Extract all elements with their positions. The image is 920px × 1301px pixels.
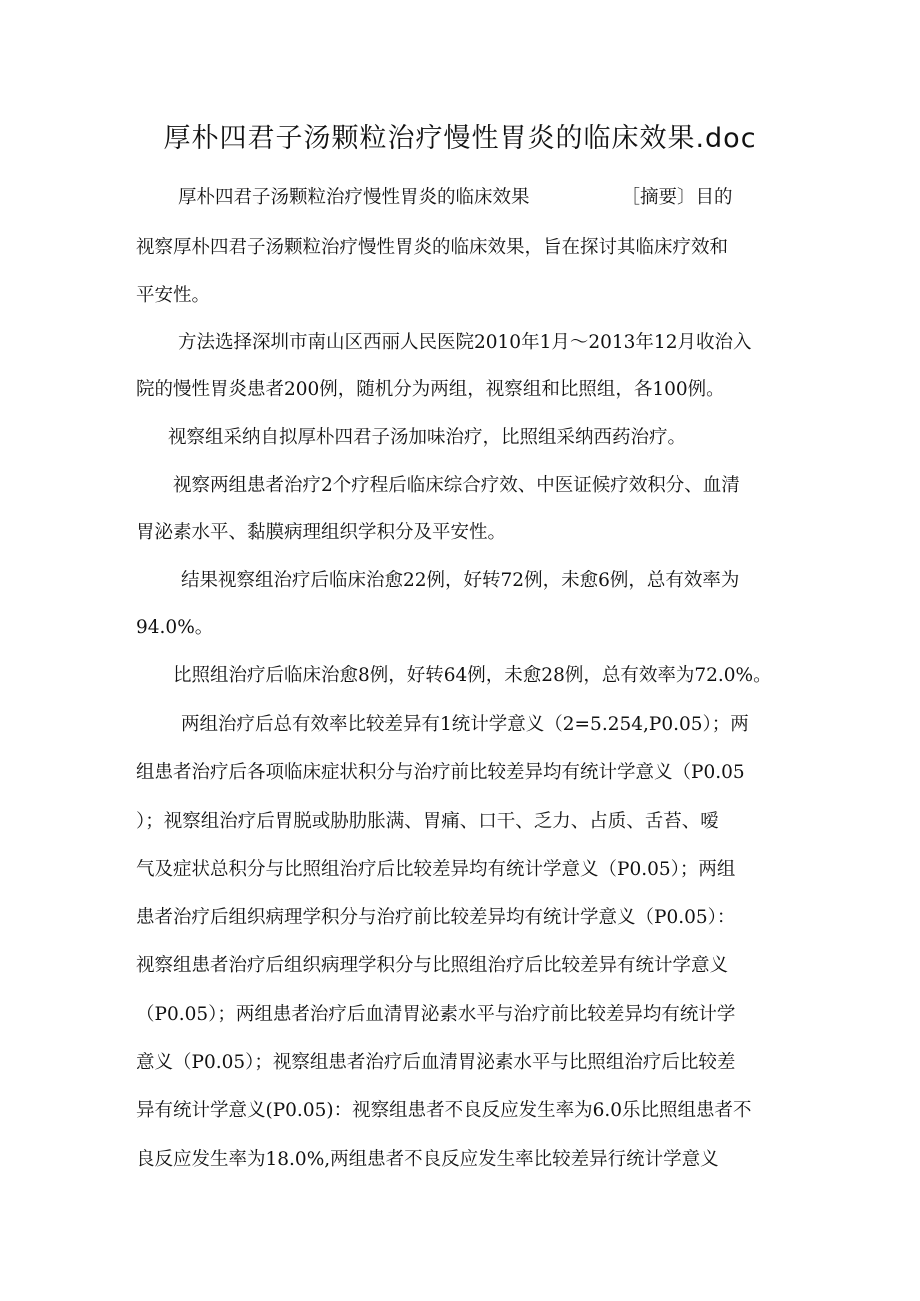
paragraph-line: 比照组治疗后临床治愈8例，好转64例，未愈28例，总有效率为72.0%。 [173,665,772,686]
paragraph-line: 气及症状总积分与比照组治疗后比较差异均有统计学意义（P0.05）；两组 [136,859,736,880]
paragraph-line: 良反应发生率为18.0%,两组患者不良反应发生率比较差异行统计学意义 [136,1149,719,1170]
paragraph-line: 意义（P0.05）；视察组患者治疗后血清胃泌素水平与比照组治疗后比较差 [136,1052,736,1073]
paragraph-line: 患者治疗后组织病理学积分与治疗前比较差异均有统计学意义（P0.05）： [136,907,736,928]
paragraph-line: 胃泌素水平、黏膜病理组织学积分及平安性。 [136,522,507,543]
paragraph-line: 方法选择深圳市南山区西丽人民医院2010年1月～2013年12月收治入 [178,332,752,353]
paragraph-line: 视察厚朴四君子汤颗粒治疗慢性胃炎的临床效果，旨在探讨其临床疗效和 [136,237,729,258]
paragraph-line: 异有统计学意义(P0.05)：视察组患者不良反应发生率为6.0乐比照组患者不 [136,1100,752,1121]
paragraph-line: 平安性。 [136,285,211,306]
abstract-label: ［摘要〕目的 [621,187,733,208]
paragraph-line: 视察组采纳自拟厚朴四君子汤加味治疗，比照组采纳西药治疗。 [168,427,687,448]
paragraph-line: 组患者治疗后各项临床症状积分与治疗前比较差异均有统计学意义（P0.05 [136,762,745,783]
document-title: 厚朴四君子汤颗粒治疗慢性胃炎的临床效果.doc [163,123,757,154]
paragraph-line: 结果视察组治疗后临床治愈22例，好转72例，未愈6例，总有效率为 [181,570,740,591]
paragraph-line-intro [178,186,838,210]
paragraph-line: （P0.05）；两组患者治疗后血清胃泌素水平与治疗前比较差异均有统计学 [136,1004,736,1025]
paragraph-line: 两组治疗后总有效率比较差异有1统计学意义（2=5.254,P0.05）；两 [181,714,749,735]
paragraph-line: 94.0%。 [136,617,214,638]
paragraph-line: ）；视察组治疗后胃脱或胁肋胀满、胃痛、口干、乏力、占质、舌苔、嗳 [136,811,719,832]
paragraph-line: 视察组患者治疗后组织病理学积分与比照组治疗后比较差异有统计学意义 [136,955,729,976]
paragraph-line: 院的慢性胃炎患者200例，随机分为两组，视察组和比照组，各100例。 [136,379,725,400]
paragraph-line: 视察两组患者治疗2个疗程后临床综合疗效、中医证候疗效积分、血清 [173,475,740,496]
article-heading: 厚朴四君子汤颗粒治疗慢性胃炎的临床效果 [178,187,530,208]
